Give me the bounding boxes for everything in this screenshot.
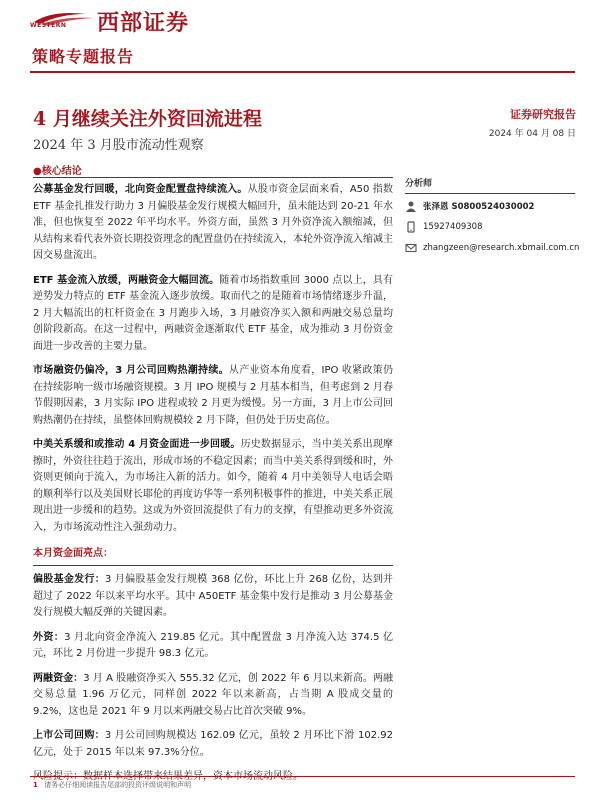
footer-divider <box>30 776 575 777</box>
highlight-item <box>33 728 393 761</box>
page-number: 1 <box>33 781 38 789</box>
paragraph-lead: 市场融资仍偏冷，3 月公司回购热潮持续。 <box>33 365 229 376</box>
report-type: 策略专题报告 <box>32 47 135 66</box>
analyst-panel <box>405 176 580 263</box>
analyst-email[interactable]: zhangzeen@research.xbmail.com.cn <box>423 243 580 253</box>
page-footer <box>33 780 191 790</box>
main-content <box>33 182 393 794</box>
mail-icon <box>405 242 417 254</box>
report-subtitle: 2024 年 3 月股市流动性观察 <box>33 138 204 153</box>
highlight-lead: 两融资金： <box>33 672 84 684</box>
research-label: 证券研究报告 <box>510 108 576 121</box>
highlight-body: 3 月公司回购规模达 162.09 亿元，虽较 2 月环比下滑 102.92 亿元，处于 2015 年以来 97.3%分位。 <box>33 730 393 758</box>
highlight-lead: 偏股基金发行： <box>33 574 106 585</box>
highlight-item <box>33 630 393 663</box>
person-icon <box>405 200 417 212</box>
core-label-text: 核心结论 <box>41 166 82 177</box>
paragraph-lead: ETF 基金流入放缓，两融资金大幅回流。 <box>33 274 220 286</box>
paragraph-body: 随着市场指数重回 3000 点以上，具有逆势发力特点的 ETF 基金流入逐步放缓。取而代之的是随着市场情绪逐步升温，2 月大幅流出的杠杆资金在 3 月跑步入场，3 月融资净买入额和两融交易总量均创阶段新高。在这一过程中，两融资金逐渐取代 ETF 基金，成为推动 3 月份资金面进一步改善的主要力量。 <box>33 274 394 352</box>
analyst-email-row[interactable] <box>405 242 580 254</box>
highlight-body: 3 月北向资金净流入 219.85 亿元。其中配置盘 3 月净流入达 374.5 亿元，环比 2 月份进一步提升 98.3 亿元。 <box>33 631 394 659</box>
paragraph <box>33 363 393 429</box>
report-title: 4 月继续关注外资回流进程 <box>33 108 262 130</box>
analyst-name-row <box>405 200 575 212</box>
brand-name: 西部证券 <box>97 11 190 36</box>
analyst-phone-row <box>405 221 575 233</box>
highlight-body: 3 月 A 股融资净买入 555.32 亿元，创 2022 年 6 月以来新高。两融交易总量 1.96 万亿元，同样创 2022 年以来新高，占当期 A 股成交量的 9.2%，这也是 2021 年 9 月以来两融交易占比首次突破 9%。 <box>33 672 393 717</box>
highlight-item <box>33 671 393 721</box>
highlights-label: 本月资金面亮点： <box>33 548 113 559</box>
paragraph <box>33 182 393 265</box>
phone-icon <box>405 221 417 233</box>
paragraph-lead: 中美关系缓和或推动 4 月资金面进一步回暖。 <box>33 439 241 450</box>
core-divider <box>33 177 393 178</box>
paragraph-body: 历史数据显示，当中美关系出现摩擦时，外资往往趋于流出，形成市场的不稳定因素；而当中美关系得到缓和时，外资则更倾向于流入，为市场注入新的活力。如今，随着 4 月中美领导人电话会晤的顺利举行以及美国财长耶伦的再度访华等一系列积极事件的推进，中美关系正展现出进一步缓和的趋势。这或为外资回流提供了有力的支撑，有望推动更多外资流入，为市场流动性注入强劲动力。 <box>33 439 394 533</box>
highlight-item <box>33 572 393 622</box>
paragraph <box>33 437 393 536</box>
paragraph <box>33 273 393 356</box>
highlights-divider <box>33 565 393 566</box>
paragraph-body: 从产业资本角度看，IPO 收紧政策仍在持续影响一级市场融资规模。3 月 IPO 规模与 2 月基本相当，但考虑到 2 月春节假期因素，3 月实际 IPO 进程或较 2 月更为缓慢。另一方面，3 月上市公司回购热潮仍在持续，虽整体回购规模较 2 月下降，但仍处于历史高位。 <box>33 365 393 426</box>
core-conclusion-label <box>33 162 82 177</box>
footer-notice: 请务必仔细阅读报告尾部的投资评级说明和声明 <box>44 781 192 789</box>
analyst-label: 分析师 <box>405 176 575 194</box>
brand-english: WESTERN <box>30 22 67 29</box>
bullet-icon: ● <box>33 166 42 177</box>
highlight-body: 3 月偏股基金发行规模 368 亿份，环比上升 268 亿份，达到并超过了 2022 年以来平均水平。其中 A50ETF 基金集中发行是推动 3 月公募基金发行规模大幅反弹的关键因素。 <box>33 574 393 618</box>
page-header <box>0 0 600 82</box>
paragraph-lead: 公募基金发行回暖，北向资金配置盘持续流入。 <box>33 184 248 195</box>
header-divider <box>30 71 575 73</box>
analyst-name: 张泽恩 S0800524030002 <box>423 202 535 212</box>
highlight-lead: 上市公司回购： <box>33 730 105 741</box>
report-date: 2024 年 04 月 08 日 <box>488 129 576 139</box>
paragraph-body: 从股市资金层面来看，A50 指数 ETF 基金扎推发行助力 3 月偏股基金发行规模大幅回升，虽未能达到 20-21 年水准，但也恢复至 2022 年平均水平。外资方面，虽然 3 月外资净流入额缩减，但从结构来看代表外资长期投资理念的配置盘仍在持续流入，本轮外资净流入缩减主因交易盘流出。 <box>33 184 394 261</box>
analyst-phone: 15927409308 <box>423 222 483 232</box>
highlight-lead: 外资： <box>33 631 65 643</box>
